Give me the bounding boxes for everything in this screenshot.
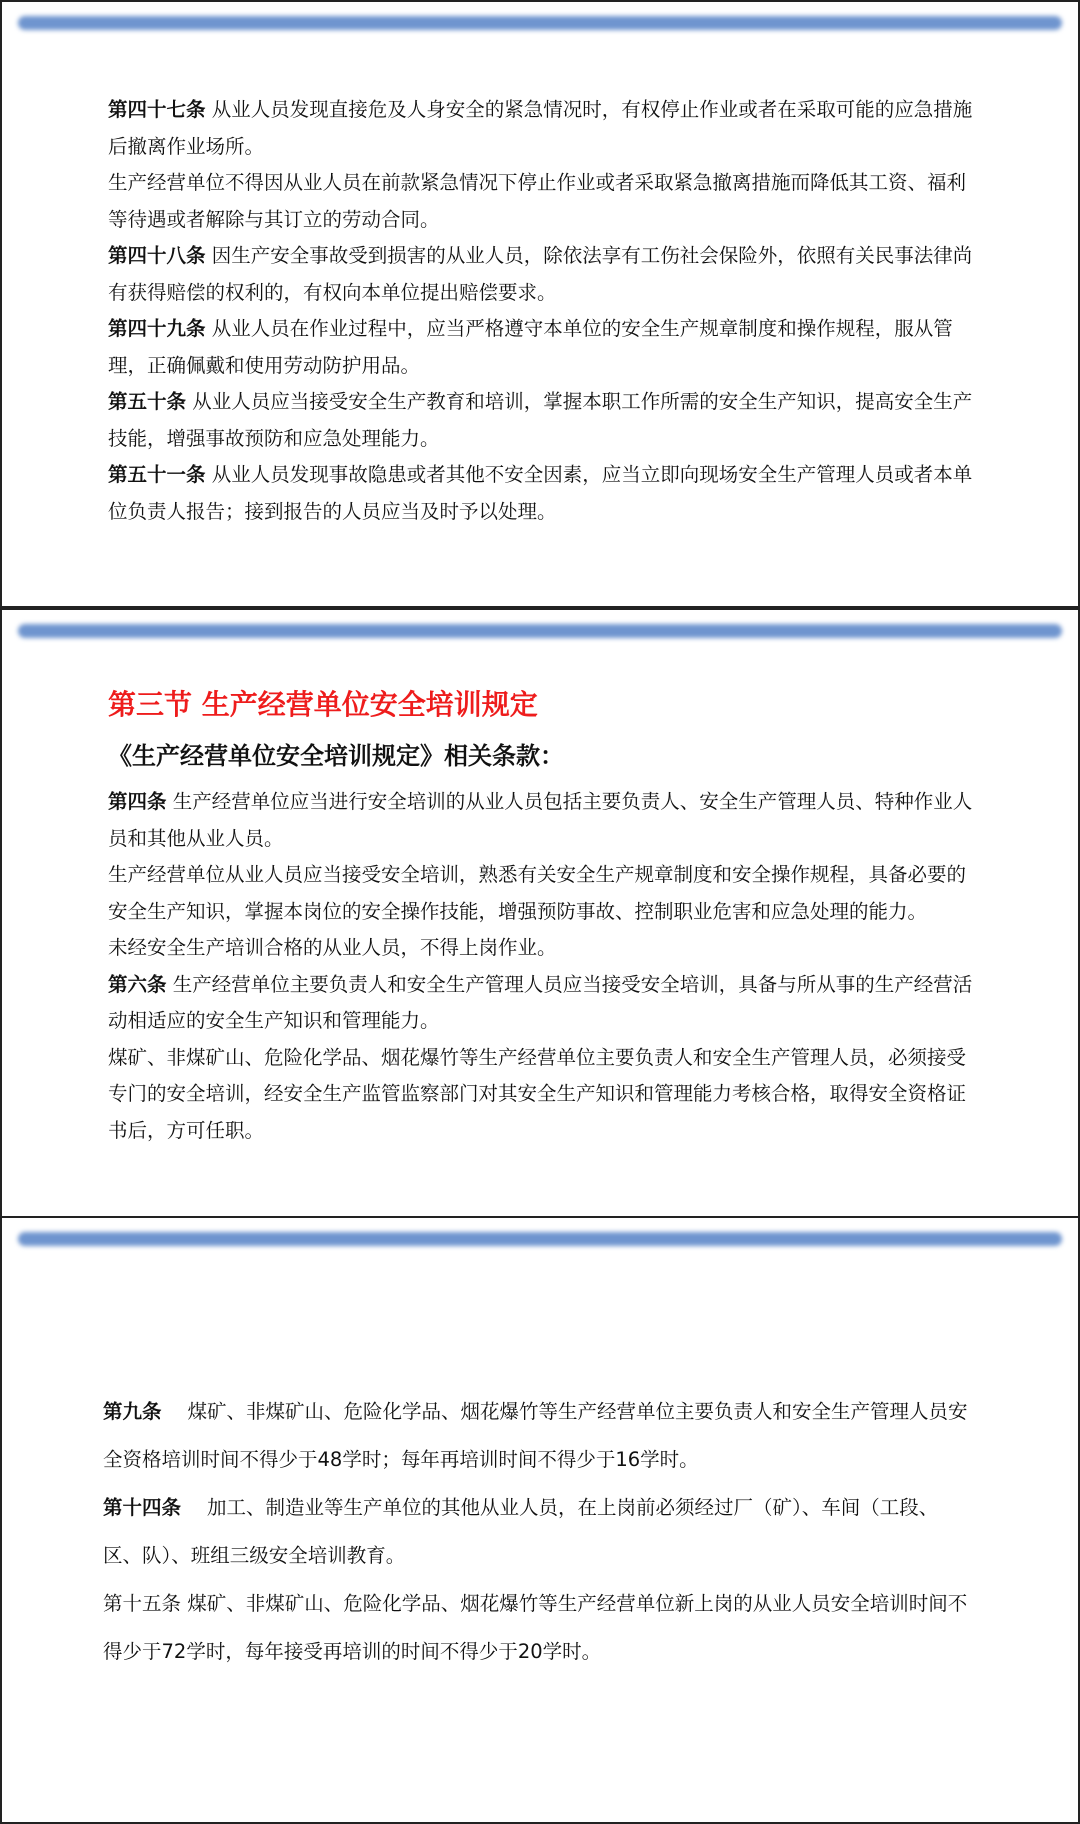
article-text: 第十五条 煤矿、非煤矿山、危险化学品、烟花爆竹等生产经营单位新上岗的从业人员安全培训时间不得少于72学时，每年接受再培训的时间不得少于20学时。	[103, 1592, 968, 1663]
article-49	[108, 311, 980, 384]
article-9	[103, 1388, 975, 1484]
article-label: 第四条	[108, 790, 167, 813]
article-text: 从业人员在作业过程中，应当严格遵守本单位的安全生产规章制度和操作规程，服从管理，正确佩戴和使用劳动防护用品。	[108, 317, 953, 377]
article-label: 第四十八条	[108, 244, 206, 267]
article-label: 第四十七条	[108, 98, 206, 121]
article-text: 煤矿、非煤矿山、危险化学品、烟花爆竹等生产经营单位主要负责人和安全生产管理人员，必须接受专门的安全培训，经安全生产监管监察部门对其安全生产知识和管理能力考核合格，取得安全资格证书后，方可任职。	[108, 1045, 967, 1142]
article-label: 第五十一条	[108, 463, 206, 486]
article-text: 从业人员发现直接危及人身安全的紧急情况时，有权停止作业或者在采取可能的应急措施后撤离作业场所。	[108, 98, 973, 158]
section-title: 第三节 生产经营单位安全培训规定	[108, 688, 538, 721]
article-text: 生产经营单位主要负责人和安全生产管理人员应当接受安全培训，具备与所从事的生产经营活动相适应的安全生产知识和管理能力。	[108, 972, 973, 1032]
article-text: 加工、制造业等生产单位的其他从业人员，在上岗前必须经过厂（矿）、车间（工段、区、队）、班组三级安全培训教育。	[103, 1496, 939, 1567]
article-label: 第六条	[108, 972, 167, 996]
article-4-para-3	[108, 930, 980, 967]
slide-1	[0, 0, 1080, 608]
article-text: 从业人员应当接受安全生产教育和培训，掌握本职工作所需的安全生产知识，提高安全生产技能，增强事故预防和应急处理能力。	[108, 390, 973, 450]
slide-3-content	[103, 1388, 975, 1676]
article-text: 生产经营单位应当进行安全培训的从业人员包括主要负责人、安全生产管理人员、特种作业人员和其他从业人员。	[108, 790, 973, 850]
article-47	[108, 92, 980, 165]
article-15	[103, 1580, 975, 1676]
slide-1-content	[108, 92, 980, 530]
article-51	[108, 457, 980, 530]
article-text: 生产经营单位从业人员应当接受安全培训，熟悉有关安全生产规章制度和安全操作规程，具备必要的安全生产知识，掌握本岗位的安全操作技能，增强预防事故、控制职业危害和应急处理的能力。	[108, 863, 967, 923]
section-subtitle: 《生产经营单位安全培训规定》相关条款：	[108, 742, 564, 770]
article-text: 煤矿、非煤矿山、危险化学品、烟花爆竹等生产经营单位主要负责人和安全生产管理人员安全资格培训时间不得少于48学时；每年再培训时间不得少于16学时。	[103, 1400, 968, 1471]
header-bar	[18, 1232, 1062, 1246]
article-label: 第四十九条	[108, 317, 206, 340]
article-48	[108, 238, 980, 311]
article-14	[103, 1484, 975, 1580]
article-text: 从业人员发现事故隐患或者其他不安全因素，应当立即向现场安全生产管理人员或者本单位负责人报告；接到报告的人员应当及时予以处理。	[108, 463, 973, 523]
article-label: 第十四条	[103, 1496, 182, 1519]
slide-2	[0, 608, 1080, 1218]
header-bar	[18, 16, 1062, 30]
article-6-para-2	[108, 1040, 980, 1150]
article-label: 第九条	[103, 1400, 162, 1423]
article-4-para-2	[108, 857, 980, 930]
article-50	[108, 384, 980, 457]
article-4	[108, 784, 980, 857]
article-text: 未经安全生产培训合格的从业人员，不得上岗作业。	[108, 936, 557, 959]
article-text: 生产经营单位不得因从业人员在前款紧急情况下停止作业或者采取紧急撤离措施而降低其工资、福利等待遇或者解除与其订立的劳动合同。	[108, 171, 967, 231]
slide-3	[0, 1216, 1080, 1824]
slide-2-content	[108, 680, 980, 1149]
article-label: 第五十条	[108, 390, 187, 413]
header-bar	[18, 624, 1062, 638]
article-47-para-2	[108, 165, 980, 238]
article-6	[108, 967, 980, 1040]
article-text: 因生产安全事故受到损害的从业人员，除依法享有工伤社会保险外，依照有关民事法律尚有获得赔偿的权利的，有权向本单位提出赔偿要求。	[108, 244, 973, 304]
